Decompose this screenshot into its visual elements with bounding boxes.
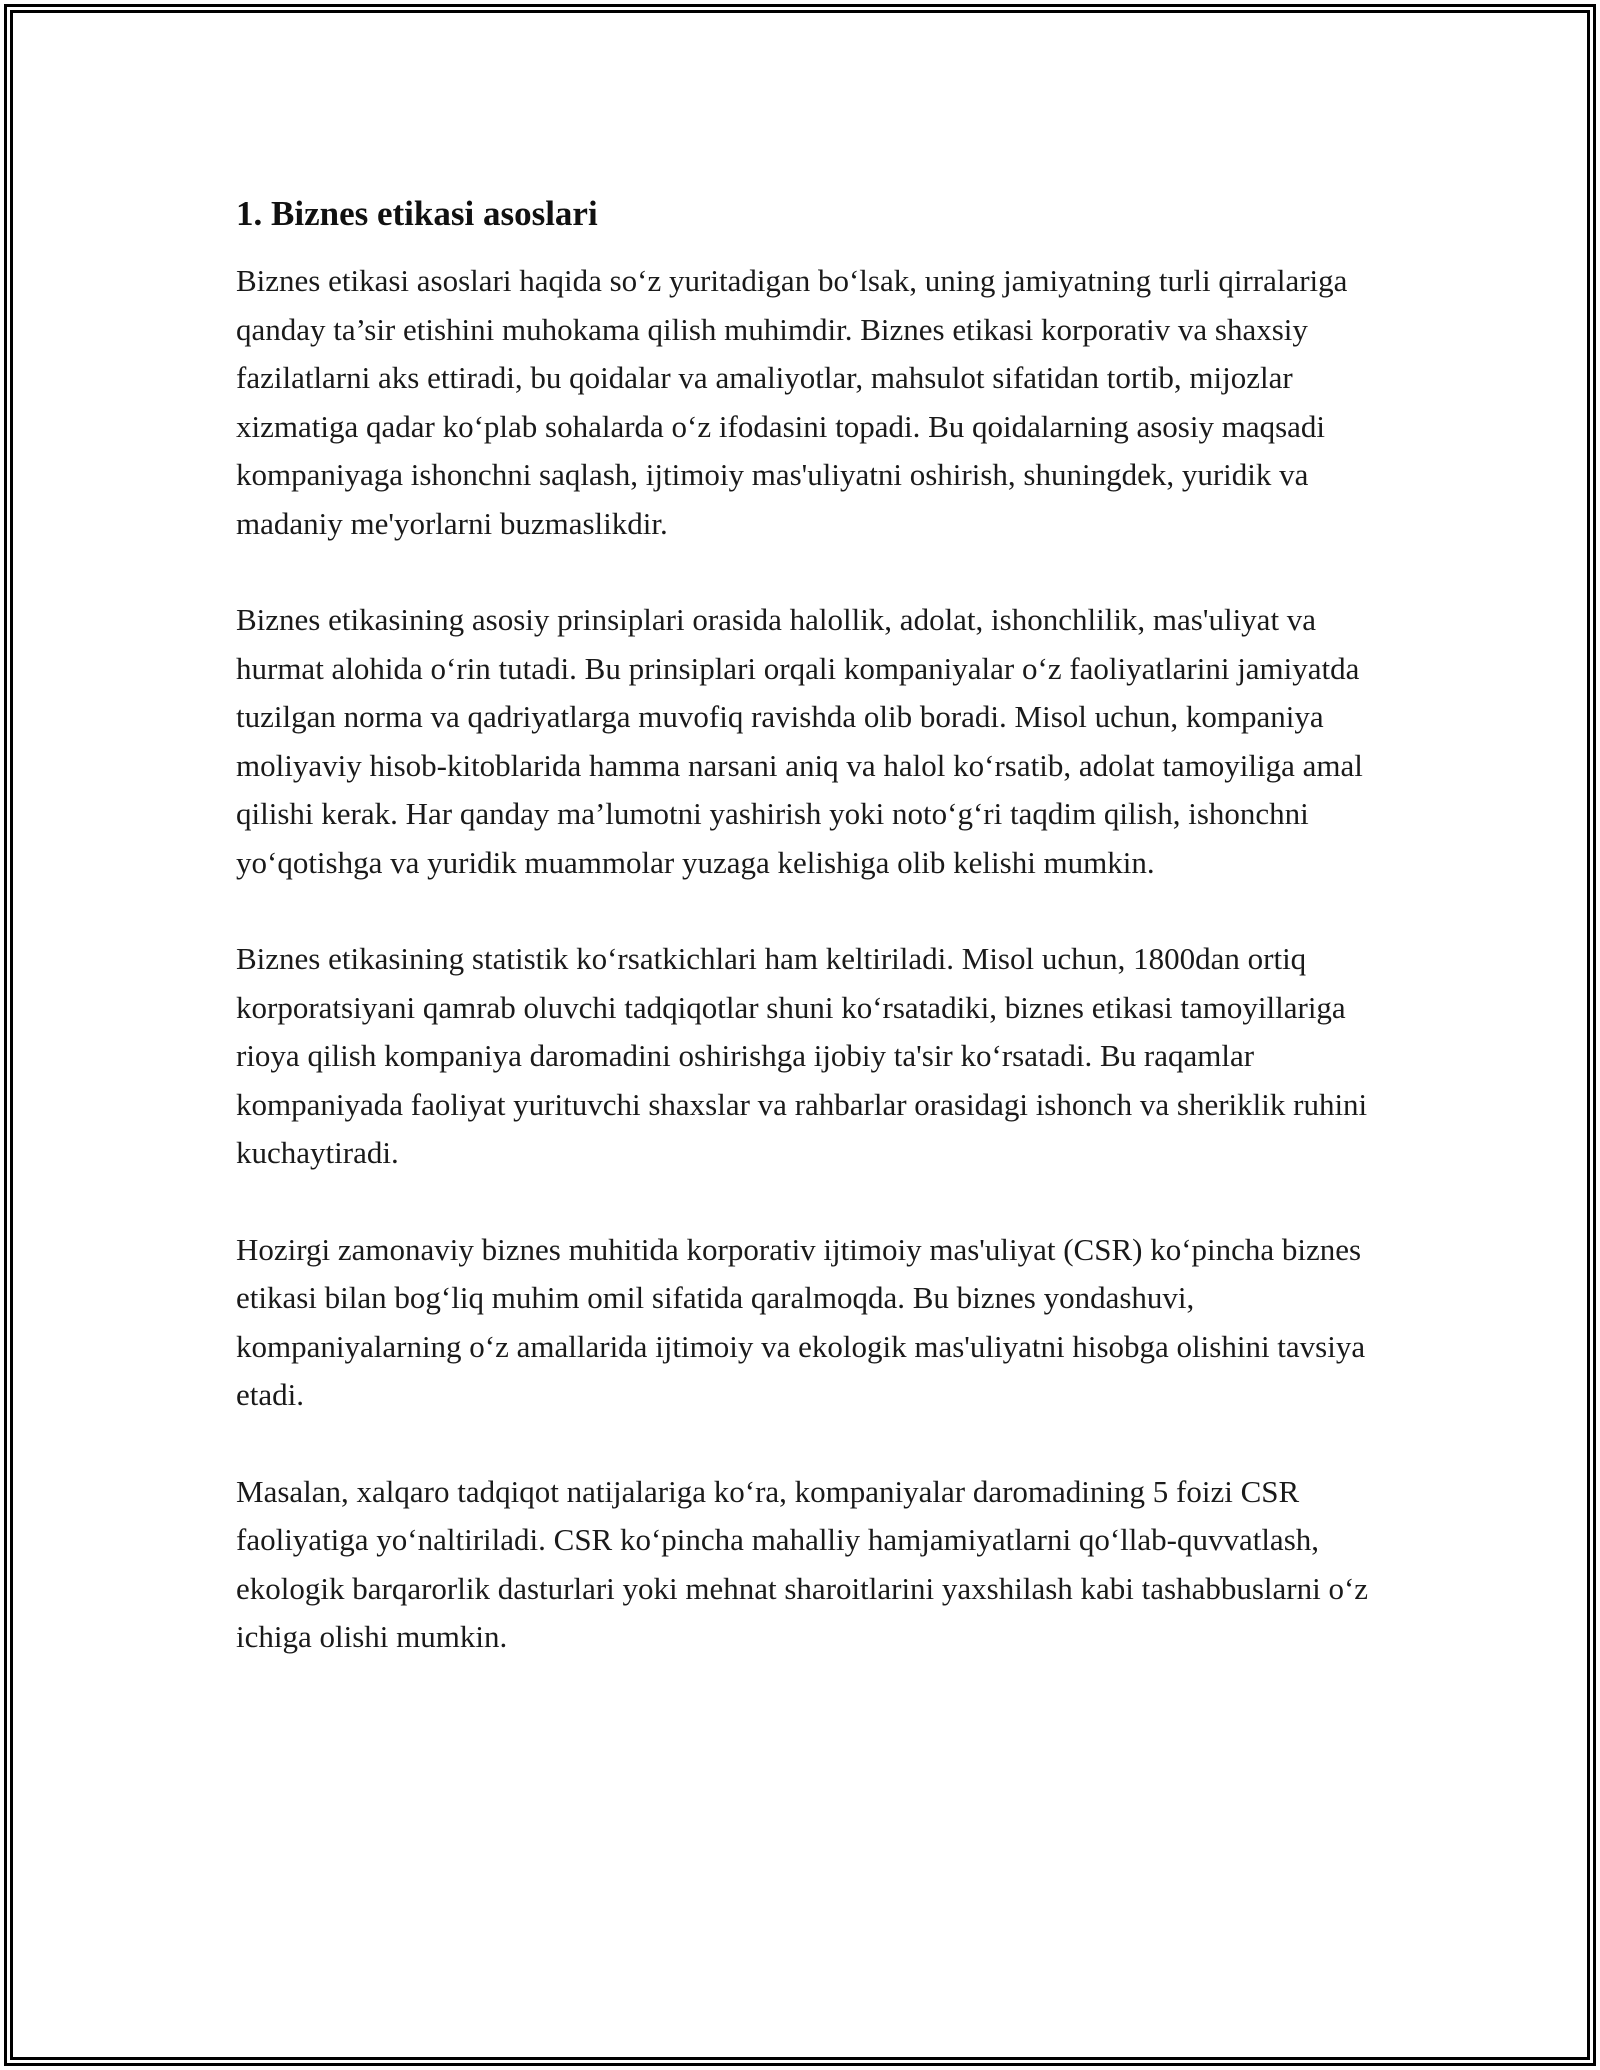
paragraph-5: Masalan, xalqaro tadqiqot natijalariga ko‘ra, kompaniyalar daromadining 5 foizi CSR faoliyatiga yo‘naltiriladi. CSR ko‘pincha mahalliy hamjamiyatlarni qo‘llab-quvvatlash, ekologik barqarorlik dasturlari yoki mehnat sharoitlarini yaxshilash kabi tashabbuslarni o‘z ichiga olishi mumkin. xyxy=(236,1473,1369,1654)
document-page xyxy=(236,188,1396,1710)
paragraph-3: Biznes etikasining statistik ko‘rsatkichlari ham keltiriladi. Misol uchun, 1800dan ortiq korporatsiyani qamrab oluvchi tadqiqotlar shuni ko‘rsatadiki, biznes etikasi tamoyillariga rioya qilish kompaniya daromadini oshirishga ijobiy ta'sir ko‘rsatadi. Bu raqamlar kompaniyada faoliyat yurituvchi shaxslar va rahbarlar orasidagi ishonch va sheriklik ruhini kuchaytiradi. xyxy=(236,941,1368,1170)
paragraph-2: Biznes etikasining asosiy prinsiplari orasida halollik, adolat, ishonchlilik, mas'uliyat va hurmat alohida o‘rin tutadi. Bu prinsiplari orqali kompaniyalar o‘z faoliyatlarini jamiyatda tuzilgan norma va qadriyatlarga muvofiq ravishda olib boradi. Misol uchun, kompaniya moliyaviy hisob-kitoblarida hamma narsani aniq va halol ko‘rsatib, adolat tamoyiliga amal qilishi kerak. Har qanday ma’lumotni yashirish yoki noto‘g‘ri taqdim qilish, ishonchni yo‘qotishga va yuridik muammolar yuzaga kelishiga olib kelishi mumkin. xyxy=(236,602,1363,880)
paragraph-1: Biznes etikasi asoslari haqida so‘z yuritadigan bo‘lsak, uning jamiyatning turli qirralariga qanday ta’sir etishini muhokama qilish muhimdir. Biznes etikasi korporativ va shaxsiy fazilatlarni aks ettiradi, bu qoidalar va amaliyotlar, mahsulot sifatidan tortib, mijozlar xizmatiga qadar ko‘plab sohalarda o‘z ifodasini topadi. Bu qoidalarning asosiy maqsadi kompaniyaga ishonchni saqlash, ijtimoiy mas'uliyatni oshirish, shuningdek, yuridik va madaniy me'yorlarni buzmaslikdir. xyxy=(236,263,1348,541)
section-heading: 1. Biznes etikasi asoslari xyxy=(236,194,598,233)
paragraph-4: Hozirgi zamonaviy biznes muhitida korporativ ijtimoiy mas'uliyat (CSR) ko‘pincha biznes etikasi bilan bog‘liq muhim omil sifatida qaralmoqda. Bu biznes yondashuvi, kompaniyalarning o‘z amallarida ijtimoiy va ekologik mas'uliyatni hisobga olishini tavsiya etadi. xyxy=(236,1231,1366,1412)
